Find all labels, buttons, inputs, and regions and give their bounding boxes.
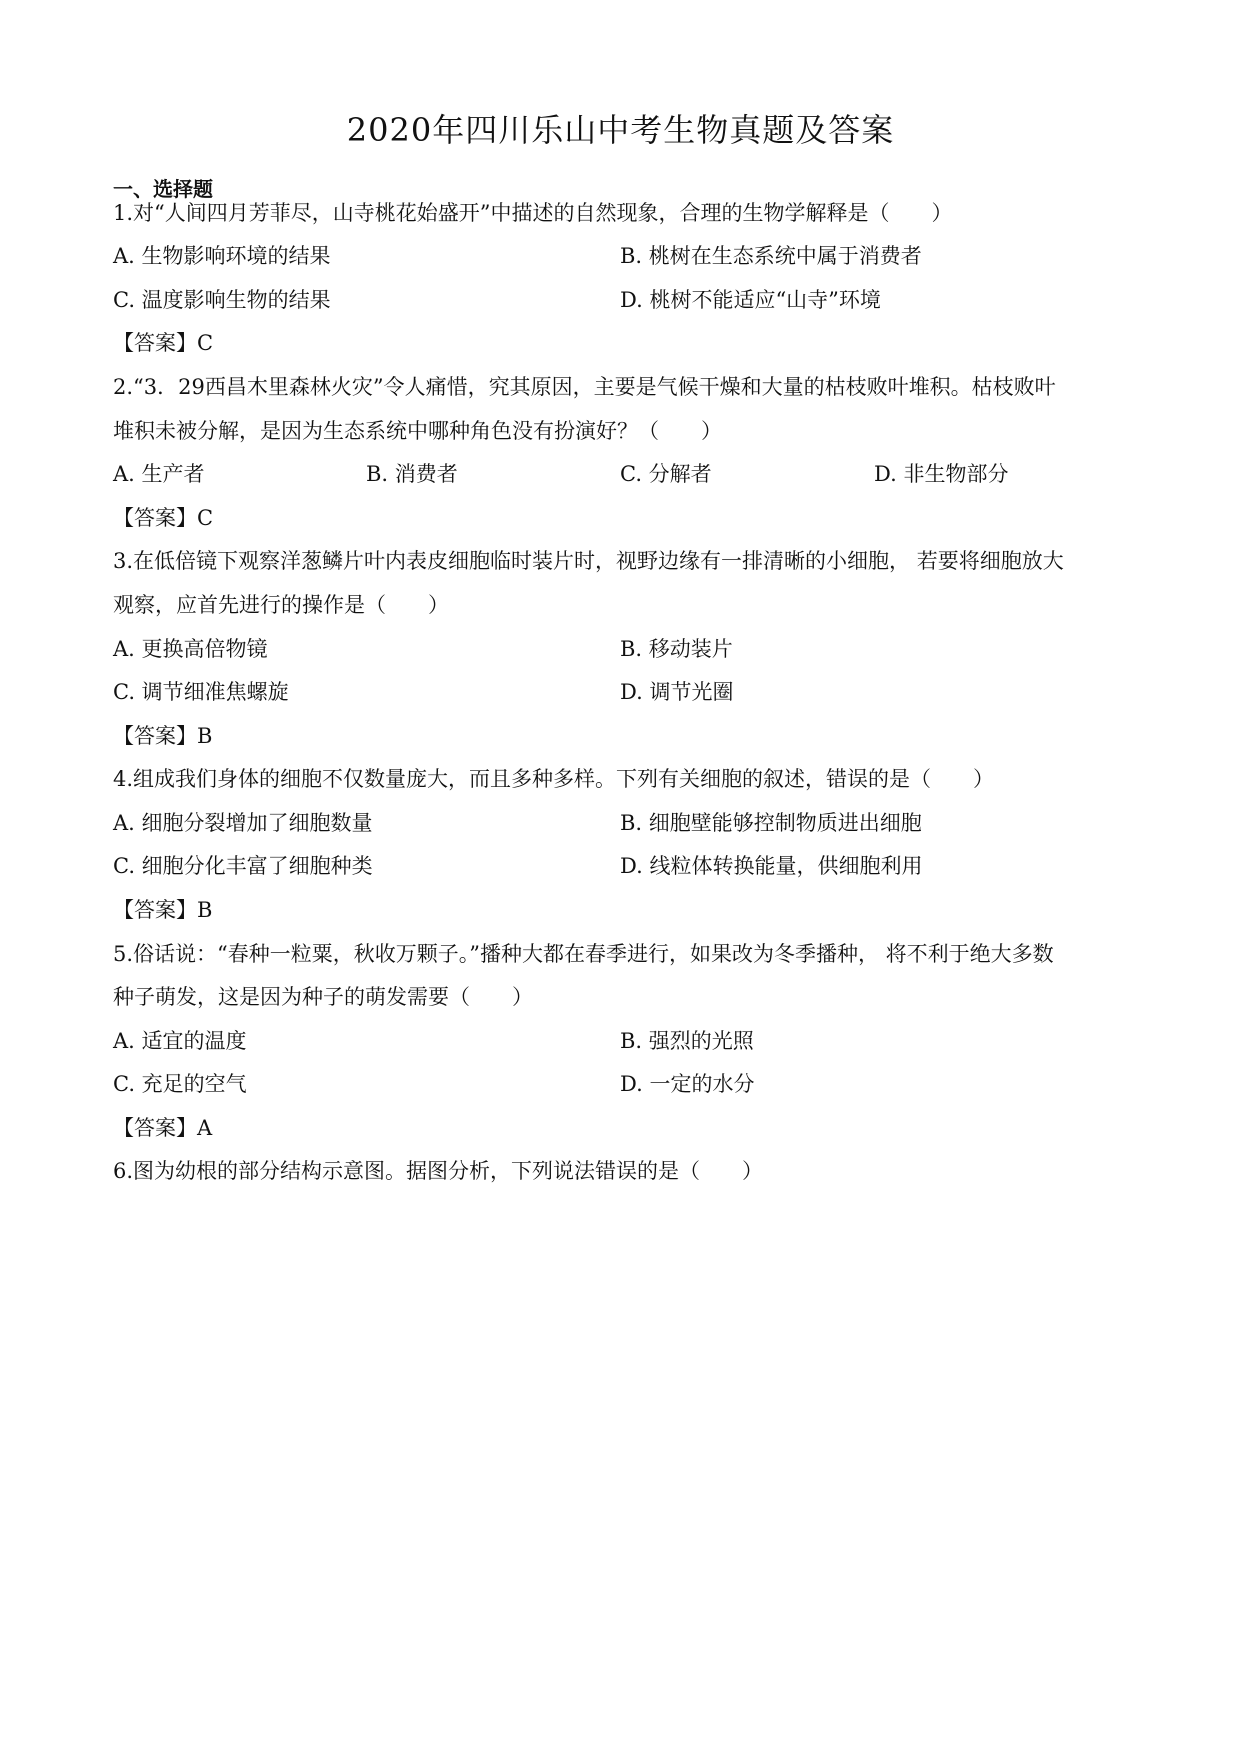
question-6-text: 6.图为幼根的部分结构示意图。据图分析，下列说法错误的是（ ） (113, 1159, 764, 1183)
question-1-option-d: D. 桃树不能适应“山寺”环境 (620, 288, 881, 312)
question-3-option-c: C. 调节细准焦螺旋 (113, 680, 289, 704)
question-2-text-line-1: 2.“3．29西昌木里森林火灾”令人痛惜，究其原因，主要是气候干燥和大量的枯枝败叶堆积。枯枝败叶 (113, 375, 1056, 399)
question-5-option-c: C. 充足的空气 (113, 1072, 247, 1096)
section-heading: 一、选择题 (113, 177, 213, 201)
question-1-text: 1.对“人间四月芳菲尽，山寺桃花始盛开”中描述的自然现象，合理的生物学解释是（ ） (113, 201, 953, 225)
page-title: 2020年四川乐山中考生物真题及答案 (346, 111, 895, 149)
question-5-option-b: B. 强烈的光照 (620, 1029, 754, 1053)
question-2-answer: 【答案】C (113, 506, 214, 530)
question-3-answer: 【答案】B (113, 724, 213, 748)
question-4-option-c: C. 细胞分化丰富了细胞种类 (113, 854, 373, 878)
question-4-option-a: A. 细胞分裂增加了细胞数量 (113, 811, 373, 835)
question-3-text-line-2: 观察，应首先进行的操作是（ ） (113, 593, 449, 617)
question-4-option-b: B. 细胞壁能够控制物质进出细胞 (620, 811, 922, 835)
question-2-option-d: D. 非生物部分 (874, 462, 1009, 486)
question-5-answer: 【答案】A (113, 1116, 213, 1140)
question-4-option-d: D. 线粒体转换能量，供细胞利用 (620, 854, 923, 878)
question-1-option-c: C. 温度影响生物的结果 (113, 288, 331, 312)
question-2-option-b: B. 消费者 (366, 462, 458, 486)
question-4-text: 4.组成我们身体的细胞不仅数量庞大，而且多种多样。下列有关细胞的叙述，错误的是（ ） (113, 767, 995, 791)
question-5-option-d: D. 一定的水分 (620, 1072, 755, 1096)
question-2-option-c: C. 分解者 (620, 462, 712, 486)
question-3-option-d: D. 调节光圈 (620, 680, 734, 704)
question-5-option-a: A. 适宜的温度 (113, 1029, 247, 1053)
question-3-option-a: A. 更换高倍物镜 (113, 637, 268, 661)
question-5-text-line-2: 种子萌发，这是因为种子的萌发需要（ ） (113, 985, 533, 1009)
question-2-text-line-2: 堆积未被分解，是因为生态系统中哪种角色没有扮演好？（ ） (113, 419, 722, 443)
question-3-option-b: B. 移动装片 (620, 637, 733, 661)
question-1-option-a: A. 生物影响环境的结果 (113, 244, 331, 268)
question-1-answer: 【答案】C (113, 331, 214, 355)
question-1-option-b: B. 桃树在生态系统中属于消费者 (620, 244, 922, 268)
question-5-text-line-1: 5.俗话说：“春种一粒粟，秋收万颗子。”播种大都在春季进行，如果改为冬季播种， 将不利于绝大多数 (113, 942, 1054, 966)
question-3-text-line-1: 3.在低倍镜下观察洋葱鳞片叶内表皮细胞临时装片时，视野边缘有一排清晰的小细胞， 若要将细胞放大 (113, 549, 1064, 573)
question-4-answer: 【答案】B (113, 898, 213, 922)
question-2-option-a: A. 生产者 (113, 462, 205, 486)
